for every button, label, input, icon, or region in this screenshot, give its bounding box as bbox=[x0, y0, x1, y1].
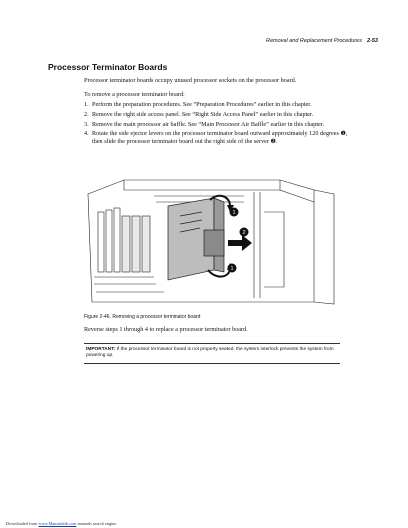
step-number: 3. bbox=[84, 120, 89, 128]
running-header bbox=[266, 38, 378, 44]
important-note bbox=[84, 343, 340, 364]
callout-number: 1 bbox=[230, 266, 234, 272]
step-text: Remove the main processor air baffle. See “Main Processor Air Baffle” earlier in this chapter. bbox=[92, 120, 325, 128]
step-text: Rotate the side ejector levers on the processor terminator board outward approximately 120 degrees ❶, then slide the processor terminator board out the right side of the server ❷. bbox=[92, 130, 348, 146]
callout-marker bbox=[230, 208, 239, 217]
figure-caption: Figure 2-46. Removing a processor terminator board bbox=[84, 314, 201, 320]
callout-number: 1 bbox=[232, 210, 236, 216]
step-number: 4. bbox=[84, 130, 89, 138]
footer-link[interactable]: www.Manualslib.com bbox=[38, 521, 77, 526]
header-page-number: 2-53 bbox=[366, 38, 378, 44]
step-item bbox=[84, 130, 354, 146]
footer-prefix: Downloaded from bbox=[6, 521, 39, 526]
callout-number: 2 bbox=[242, 230, 246, 236]
page-footer bbox=[6, 521, 116, 526]
step-item bbox=[84, 121, 354, 129]
step-text: Remove the right side access panel. See “Right Side Access Panel” earlier in this chapter. bbox=[92, 110, 314, 118]
intro-paragraph: Processor terminator boards occupy unused processor sockets on the processor board. bbox=[84, 77, 297, 84]
section-title: Processor Terminator Boards bbox=[48, 62, 168, 72]
step-number: 1. bbox=[84, 101, 89, 108]
step-number: 2. bbox=[84, 110, 89, 118]
step-text: Perform the preparation procedures. See “Preparation Procedures” earlier in this chapter. bbox=[92, 101, 312, 108]
terminator-board-illustration bbox=[84, 172, 338, 308]
callout-marker bbox=[240, 228, 249, 237]
step-item bbox=[84, 101, 354, 109]
header-section: Removal and Replacement Procedures bbox=[265, 38, 362, 44]
reverse-steps-paragraph: Reverse steps 1 through 4 to replace a processor terminator board. bbox=[84, 326, 248, 333]
note-label: IMPORTANT: bbox=[86, 347, 116, 352]
footer-suffix: manuals search engine bbox=[76, 521, 117, 526]
lead-paragraph: To remove a processor terminator board: bbox=[84, 91, 185, 98]
steps-list bbox=[84, 101, 354, 148]
note-text: If the processor terminator board is not properly seated, the system interlock prevents the system from powering up. bbox=[86, 347, 334, 359]
callout-marker bbox=[228, 264, 237, 273]
step-item bbox=[84, 111, 354, 119]
